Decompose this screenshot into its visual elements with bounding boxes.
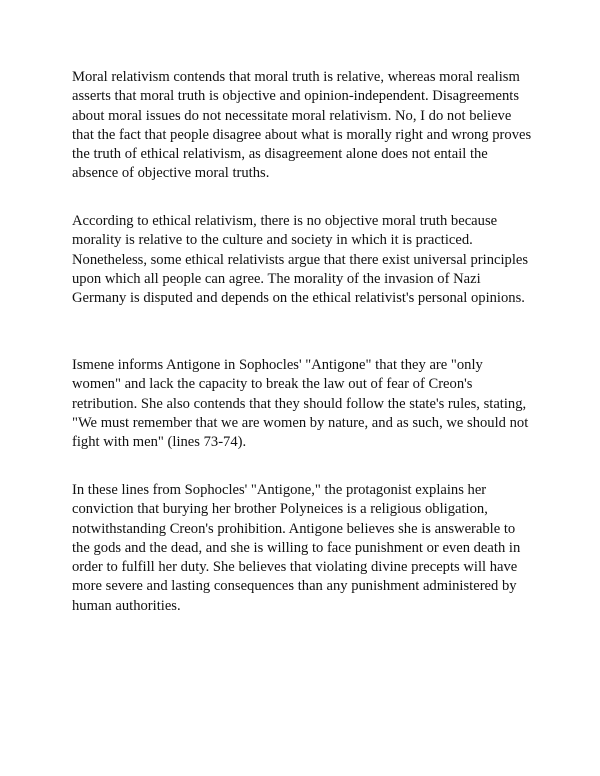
paragraph-ismene: Ismene informs Antigone in Sophocles' "Antigone" that they are "only women" and lack the capacity to break the law out of fear of Creon's retribution. She also contends that they should follow the state's rules, stating, "We must remember that we are women by nature, and as such, we should not fight with men" (lines 73-74).	[72, 357, 529, 451]
paragraph-antigone: In these lines from Sophocles' "Antigone," the protagonist explains her conviction that burying her brother Polyneices is a religious obligation, notwithstanding Creon's prohibition. Antigone believes she is answerable to the gods and the dead, and she is willing to face punishment or even death in order to fulfill her duty. She believes that violating divine precepts will have more severe and lasting consequences than any punishment administered by human authorities.	[72, 482, 521, 614]
paragraph-ethical-relativism: According to ethical relativism, there is no objective moral truth because morality is relative to the culture and society in which it is practiced. Nonetheless, some ethical relativists argue that there exist universal principles upon which all people can agree. The morality of the invasion of Nazi Germany is disputed and depends on the ethical relativist's personal opinions.	[72, 213, 529, 307]
paragraph-moral-relativism: Moral relativism contends that moral truth is relative, whereas moral realism asserts that moral truth is objective and opinion-independent. Disagreements about moral issues do not necessitate moral relativism. No, I do not believe that the fact that people disagree about what is morally right and wrong proves the truth of ethical relativism, as disagreement alone does not entail the absence of objective moral truths.	[72, 69, 532, 182]
